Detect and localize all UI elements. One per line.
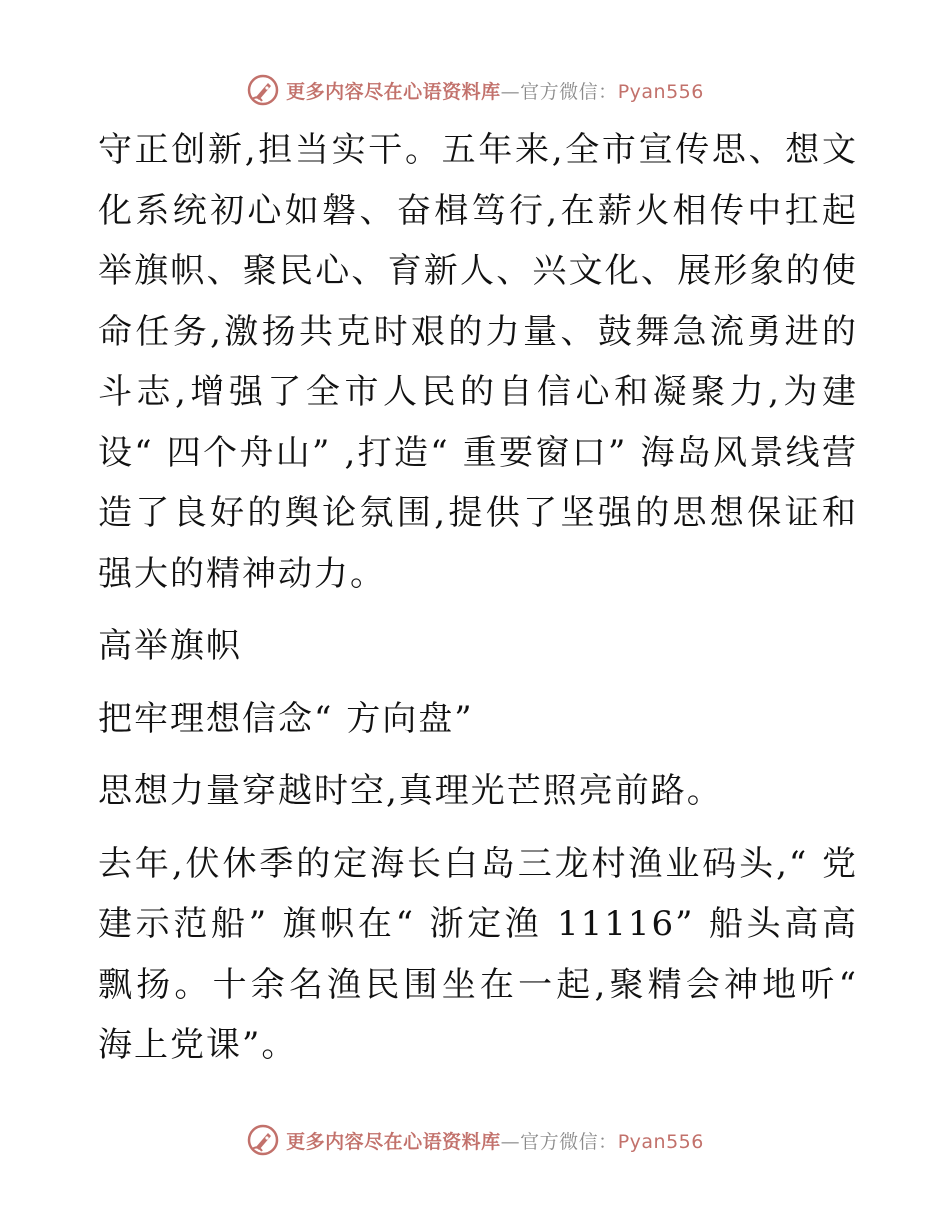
body-paragraph: 守正创新,担当实干。五年来,全市宣传思、想文化系统初心如磐、奋楫笃行,在薪火相传中扛起举旗帜、聚民心、育新人、兴文化、展形象的使命任务,激扬共克时艰的力量、鼓舞急流勇进的斗志,增强了全市人民的自信心和凝聚力,为建设“ 四个舟山” ,打造“ 重要窗口” 海岛风景线营造了良好的舆论氛围,提供了坚强的思想保证和强大的精神动力。 (98, 130, 858, 594)
pen-nib-seal-icon (246, 73, 280, 107)
watermark-separator: — (500, 80, 521, 103)
watermark-text (286, 77, 704, 104)
body-paragraph: 去年,伏休季的定海长白岛三龙村渔业码头,“ 党建示范船” 旗帜在“ 浙定渔 11116” 船头高高飘扬。十余名渔民围坐在一起,聚精会神地听“ 海上党课”。 (98, 843, 858, 1065)
header-watermark (0, 70, 950, 110)
watermark-text (286, 1127, 704, 1154)
watermark-separator: — (500, 1130, 521, 1153)
watermark-main: 更多内容尽在心语资料库 (286, 80, 501, 103)
document-body (98, 120, 858, 1088)
watermark-main: 更多内容尽在心语资料库 (286, 1130, 501, 1153)
section-heading: 高举旗帜 (98, 626, 242, 666)
pen-nib-seal-icon (246, 1123, 280, 1157)
watermark-wechat-id: Pyan556 (617, 80, 704, 103)
body-paragraph: 思想力量穿越时空,真理光芒照亮前路。 (98, 771, 723, 811)
section-subheading: 把牢理想信念“ 方向盘” (98, 698, 474, 739)
watermark-wechat-id: Pyan556 (617, 1130, 704, 1153)
footer-watermark (0, 1120, 950, 1160)
watermark-sub: 官方微信： (520, 1130, 618, 1153)
watermark-sub: 官方微信： (520, 80, 618, 103)
